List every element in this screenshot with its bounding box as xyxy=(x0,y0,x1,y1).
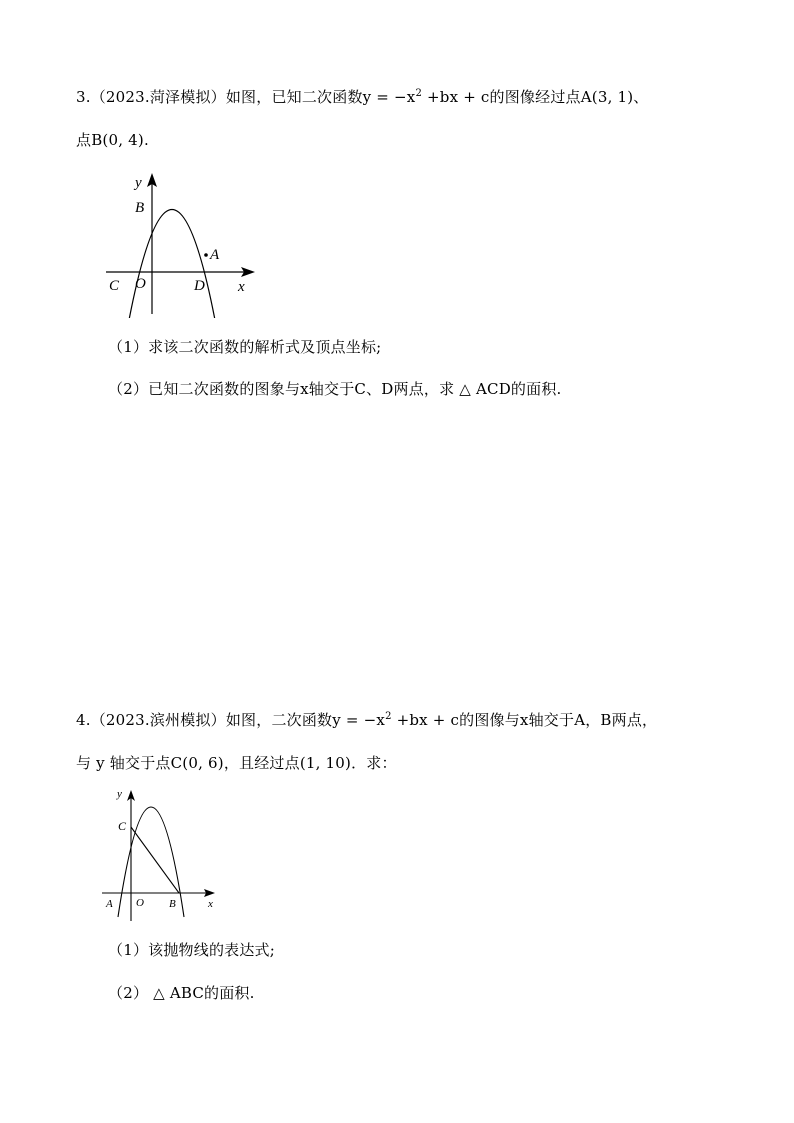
problem4-exponent: 2 xyxy=(385,711,392,722)
problem3-figure xyxy=(100,168,270,318)
problem4-line1-suffix: +bx + c的图像与x轴交于A，B两点， xyxy=(391,711,658,729)
problem4-label-y: y xyxy=(117,788,122,800)
problem3-statement-line2: 点B(0, 4). xyxy=(76,131,149,149)
problem3-statement-line1 xyxy=(76,87,649,107)
problem4-line1-prefix: 4.（2023.滨州模拟）如图，二次函数y = −x xyxy=(76,711,386,729)
problem3-label-x: x xyxy=(238,279,245,295)
problem3-line1-suffix: +bx + c的图像经过点A(3, 1)、 xyxy=(422,88,649,106)
problem3-question1: （1）求该二次函数的解析式及顶点坐标; xyxy=(108,338,382,356)
problem4-question2: （2） △ ABC的面积. xyxy=(108,984,255,1002)
problem4-label-c: C xyxy=(118,819,127,833)
problem4-label-b: B xyxy=(169,898,176,910)
problem4-label-o: O xyxy=(136,897,144,909)
problem3-label-y: y xyxy=(135,175,142,191)
problem4-segment-cb xyxy=(131,827,179,893)
problem3-label-o: O xyxy=(135,276,146,292)
problem3-label-a: A xyxy=(210,247,220,263)
problem3-parabola xyxy=(129,210,215,319)
problem4-statement-line2: 与 y 轴交于点C(0, 6)，且经过点(1, 10)．求： xyxy=(76,754,397,772)
problem4-figure xyxy=(98,785,228,925)
problem4-statement-line1 xyxy=(76,710,657,730)
problem3-exponent: 2 xyxy=(415,88,423,99)
problem3-label-c: C xyxy=(109,278,120,294)
problem3-label-d: D xyxy=(194,278,205,294)
problem4-question1: （1）该抛物线的表达式; xyxy=(108,941,275,959)
problem3-line1-prefix: 3.（2023.菏泽模拟）如图，已知二次函数y = −x xyxy=(76,88,416,106)
problem3-question2: （2）已知二次函数的图象与x轴交于C、D两点，求 △ ACD的面积. xyxy=(108,380,562,398)
problem4-label-a: A xyxy=(106,898,113,910)
problem3-point-a xyxy=(204,253,208,257)
problem3-label-b: B xyxy=(135,200,145,216)
problem4-label-x: x xyxy=(208,898,213,910)
